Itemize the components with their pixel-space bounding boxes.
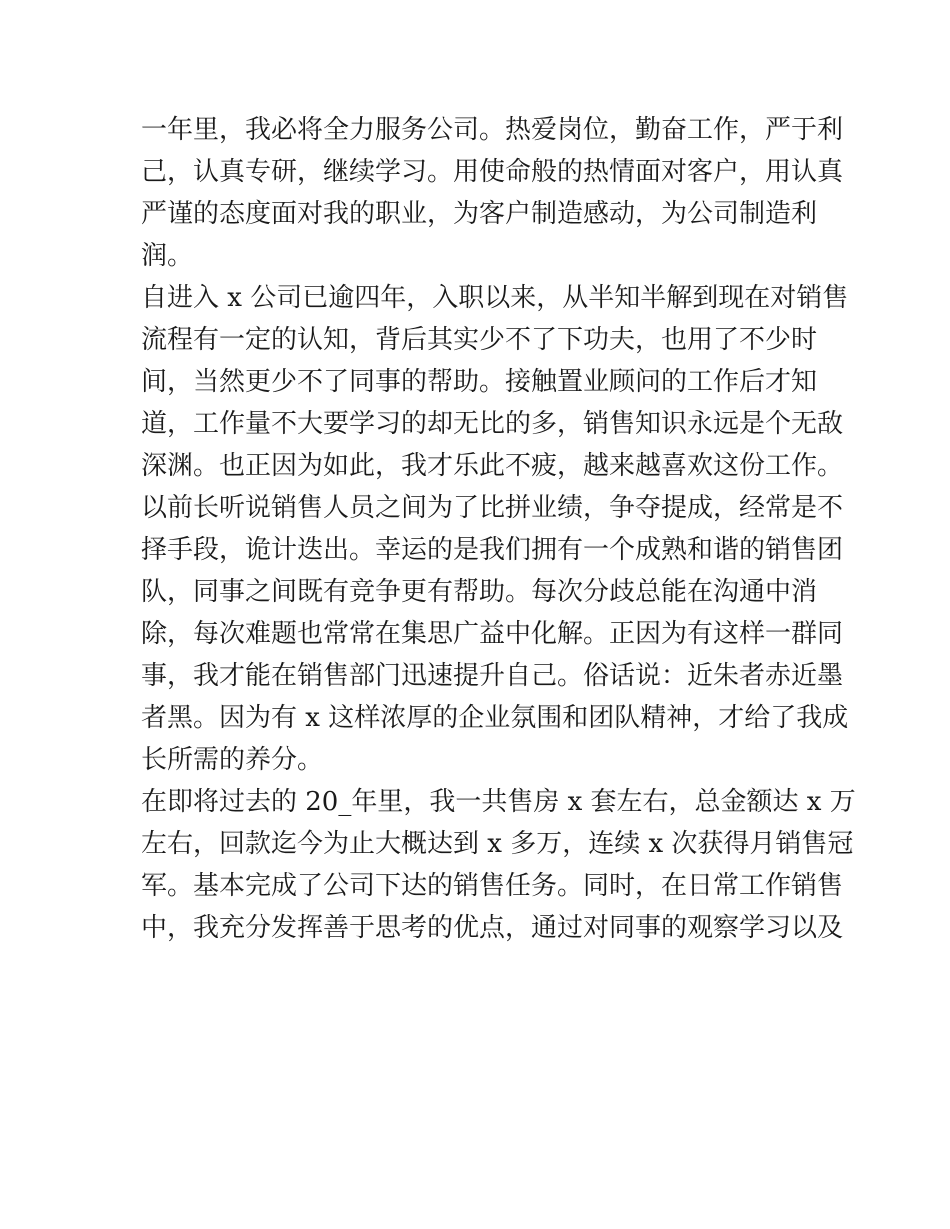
text-line-15: 者黑。因为有 x 这样浓厚的企业氛围和团队精神，才给了我成 bbox=[141, 703, 849, 733]
text-line-1: 一年里，我必将全力服务公司。热爱岗位，勤奋工作，严于利 bbox=[141, 115, 844, 145]
text-line-8: 道，工作量不大要学习的却无比的多，销售知识永远是个无敌 bbox=[141, 409, 844, 439]
text-line-4: 润。 bbox=[141, 241, 194, 271]
text-line-7: 间，当然更少不了同事的帮助。接触置业顾问的工作后才知 bbox=[141, 367, 818, 397]
text-line-6: 流程有一定的认知，背后其实少不了下功夫，也用了不少时 bbox=[141, 325, 818, 355]
text-line-5: 自进入 x 公司已逾四年，入职以来，从半知半解到现在对销售 bbox=[141, 283, 849, 313]
text-line-16: 长所需的养分。 bbox=[141, 745, 324, 775]
text-line-9: 深渊。也正因为如此，我才乐此不疲，越来越喜欢这份工作。 bbox=[141, 451, 844, 481]
text-line-12: 队，同事之间既有竞争更有帮助。每次分歧总能在沟通中消 bbox=[141, 577, 818, 607]
text-line-10: 以前长听说销售人员之间为了比拼业绩，争夺提成，经常是不 bbox=[141, 493, 844, 523]
text-line-17: 在即将过去的 20_年里，我一共售房 x 套左右，总金额达 x 万 bbox=[141, 787, 856, 817]
text-line-11: 择手段，诡计迭出。幸运的是我们拥有一个成熟和谐的销售团 bbox=[141, 535, 844, 565]
text-line-13: 除，每次难题也常常在集思广益中化解。正因为有这样一群同 bbox=[141, 619, 844, 649]
document-body bbox=[141, 109, 856, 949]
text-line-14: 事，我才能在销售部门迅速提升自己。俗话说：近朱者赤近墨 bbox=[141, 661, 844, 691]
text-line-18: 左右，回款迄今为止大概达到 x 多万，连续 x 次获得月销售冠 bbox=[141, 829, 854, 859]
text-line-2: 己，认真专研，继续学习。用使命般的热情面对客户，用认真 bbox=[141, 157, 844, 187]
text-line-3: 严谨的态度面对我的职业，为客户制造感动，为公司制造利 bbox=[141, 199, 818, 229]
text-line-20: 中，我充分发挥善于思考的优点，通过对同事的观察学习以及 bbox=[141, 913, 844, 943]
text-line-19: 军。基本完成了公司下达的销售任务。同时，在日常工作销售 bbox=[141, 871, 844, 901]
